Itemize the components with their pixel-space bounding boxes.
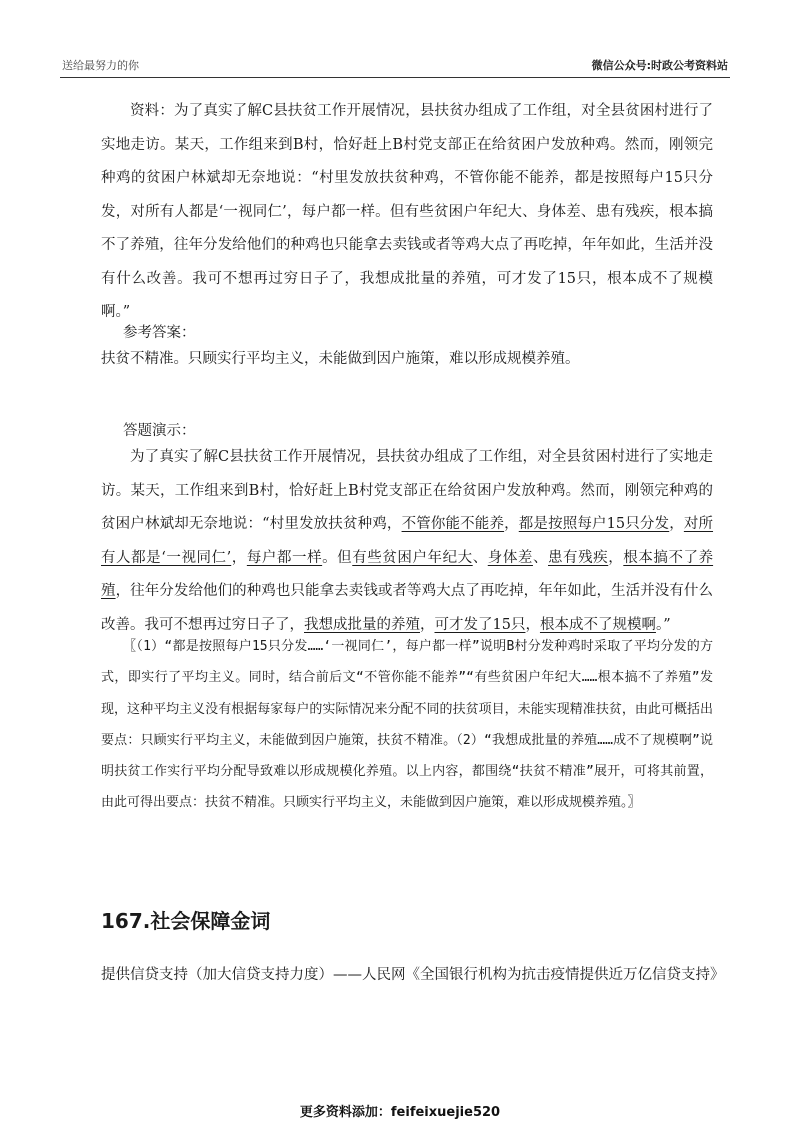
- underlined-phrase: 都是按照每户15只分发: [518, 516, 670, 532]
- underlined-phrase: 不管你能不能养: [401, 516, 505, 532]
- demo-text-segment: ，: [669, 516, 684, 532]
- header-divider: [60, 77, 730, 78]
- answer-text: 扶贫不精准。只顾实行平均主义，未能做到因户施策，难以形成规模养殖。: [101, 351, 580, 367]
- demo-paragraph: [101, 441, 713, 642]
- underlined-phrase: 身体差: [487, 549, 533, 566]
- demo-text-segment: 。但: [322, 549, 353, 566]
- demo-text-segment: ，: [231, 549, 247, 566]
- underlined-phrase: 根本成不了规模啊: [539, 616, 656, 633]
- demo-text-segment: ，往年分发给他们的种鸡也只能拿去卖钱或者等鸡大点了再吃掉，年年如此，生活并没有什么改善。我可不想再过穷日子了，: [101, 583, 714, 633]
- demo-label: 答题演示：: [123, 423, 196, 439]
- material-paragraph: 资料：为了真实了解C县扶贫工作开展情况，县扶贫办组成了工作组，对全县贫困村进行了实地走访。某天，工作组来到B村，恰好赶上B村党支部正在给贫困户发放种鸡。然而，刚领完种鸡的贫困户林斌却无奈地说：“村里发放扶贫种鸡，不管你能不能养，都是按照每户15只分发，对所有人都是‘一视同仁’，每户都一样。但有些贫困户年纪大、身体差、患有残疾，根本搞不了养殖，往年分发给他们的种鸡也只能拿去卖钱或者等鸡大点了再吃掉，年年如此，生活并没有什么改善。我可不想再过穷日子了，我想成批量的养殖，可才发了15只，根本成不了规模啊。”: [101, 103, 713, 320]
- header-slogan: 送给最努力的你: [62, 59, 139, 72]
- demo-analysis: 〖（1）“都是按照每户15只分发……‘一视同仁’，每户都一样”说明B村分发种鸡时采取了平均分发的方式，即实行了平均主义。同时，结合前后文“不管你能不能养”“有些贫困户年纪大……根本搞不了养殖”发现，这种平均主义没有根据每家每户的实际情况来分配不同的扶贫项目，未能实现精准扶贫，由此可概括出要点：只顾实行平均主义，未能做到因户施策，扶贫不精准。（2）“我想成批量的养殖……成不了规模啊”说明扶贫工作实行平均分配导致难以形成规模化养殖。以上内容，都围绕“扶贫不精准”展开，可将其前置，由此可得出要点：扶贫不精准。只顾实行平均主义，未能做到因户施策，难以形成规模养殖。〗: [101, 639, 713, 811]
- demo-text-segment: ，: [504, 516, 519, 532]
- underlined-phrase: 有些贫困户年纪大: [352, 549, 473, 566]
- answer-label: 参考答案：: [123, 325, 196, 341]
- demo-text-segment: 、: [472, 549, 488, 566]
- underlined-phrase: 每户都一样: [246, 549, 323, 566]
- underlined-phrase: 对所有人都是‘一视同仁’: [101, 516, 714, 566]
- demo-text-segment: ，: [608, 549, 624, 566]
- demo-text-segment: 为了真实了解C县扶贫工作开展情况，县扶贫办组成了工作组，对全县贫困村进行了实地走访。某天，工作组来到B村，恰好赶上B村党支部正在给贫困户发放种鸡。然而，刚领完种鸡的贫困户林斌却无奈地说：“村里发放扶贫种鸡，: [101, 449, 713, 532]
- demo-text-segment: 、: [532, 549, 548, 566]
- underlined-phrase: 患有残疾: [548, 549, 609, 566]
- page-header: [0, 0, 800, 84]
- demo-text-segment: ，: [525, 616, 540, 633]
- demo-text-segment: ，: [420, 616, 435, 633]
- underlined-phrase: 我想成批量的养殖: [304, 616, 420, 633]
- underlined-phrase: 根本搞不了养殖: [101, 549, 714, 599]
- section-title: 167.社会保障金词: [101, 909, 271, 933]
- section-source-line: 提供信贷支持（加大信贷支持力度）——人民网《全国银行机构为抗击疫情提供近万亿信贷支持》: [101, 967, 725, 983]
- demo-text-segment: 。”: [655, 616, 671, 633]
- page-footer: 更多资料添加：feifeixuejie520: [299, 1105, 501, 1120]
- header-wechat-account: 微信公众号:时政公考资料站: [591, 59, 728, 72]
- underlined-phrase: 可才发了15只: [434, 616, 526, 633]
